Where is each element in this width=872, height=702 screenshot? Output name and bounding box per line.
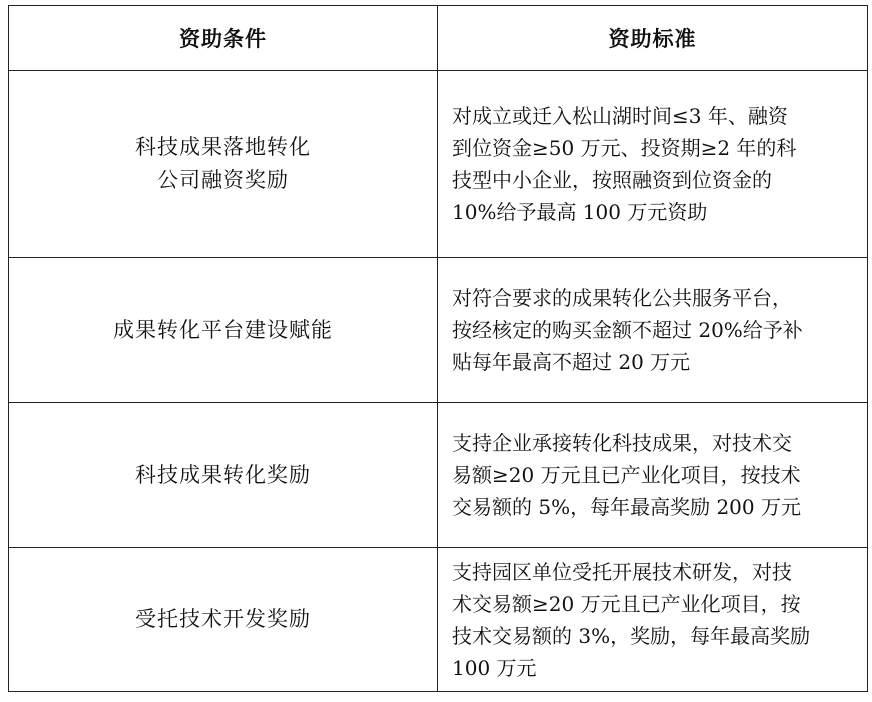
table-row	[9, 258, 868, 403]
standard-line: 100 万元	[452, 655, 537, 680]
standard-line: 对成立或迁入松山湖时间≤3 年、融资	[452, 104, 788, 128]
condition-line: 成果转化平台建设赋能	[113, 317, 333, 342]
standard-line: 交易额的 5%，每年最高奖励 200 万元	[452, 495, 801, 519]
condition-line: 公司融资奖励	[157, 168, 289, 192]
table-row	[9, 548, 868, 692]
table-row	[9, 71, 868, 258]
standard-line: 技型中小企业，按照融资到位资金的	[452, 168, 772, 192]
standard-line: 技术交易额的 3%，奖励，每年最高奖励	[452, 623, 811, 648]
condition-line: 科技成果转化奖励	[135, 462, 311, 487]
table-row	[9, 403, 868, 548]
condition-cell	[9, 258, 438, 403]
standard-cell	[438, 258, 868, 403]
funding-table	[8, 5, 868, 692]
standard-line: 10%给予最高 100 万元资助	[452, 200, 708, 224]
condition-cell	[9, 403, 438, 548]
standard-line: 对符合要求的成果转化公共服务平台，	[452, 286, 792, 310]
condition-line: 受托技术开发奖励	[135, 607, 311, 631]
header-condition: 资助条件	[9, 6, 438, 71]
condition-cell	[9, 71, 438, 258]
standard-line: 支持园区单位受托开展技术研发，对技	[452, 559, 792, 584]
standard-line: 按经核定的购买金额不超过 20%给予补	[452, 318, 803, 342]
header-standard: 资助标准	[438, 6, 868, 71]
standard-line: 到位资金≥50 万元、投资期≥2 年的科	[452, 136, 797, 160]
standard-line: 易额≥20 万元且已产业化项目，按技术	[452, 463, 801, 487]
standard-cell	[438, 403, 868, 548]
table-header-row	[9, 6, 868, 71]
standard-line: 贴每年最高不超过 20 万元	[452, 350, 691, 374]
standard-cell	[438, 548, 868, 692]
standard-line: 术交易额≥20 万元且已产业化项目，按	[452, 591, 801, 616]
condition-line: 科技成果落地转化	[135, 135, 311, 159]
standard-line: 支持企业承接转化科技成果，对技术交	[452, 431, 792, 455]
standard-cell	[438, 71, 868, 258]
condition-cell	[9, 548, 438, 692]
